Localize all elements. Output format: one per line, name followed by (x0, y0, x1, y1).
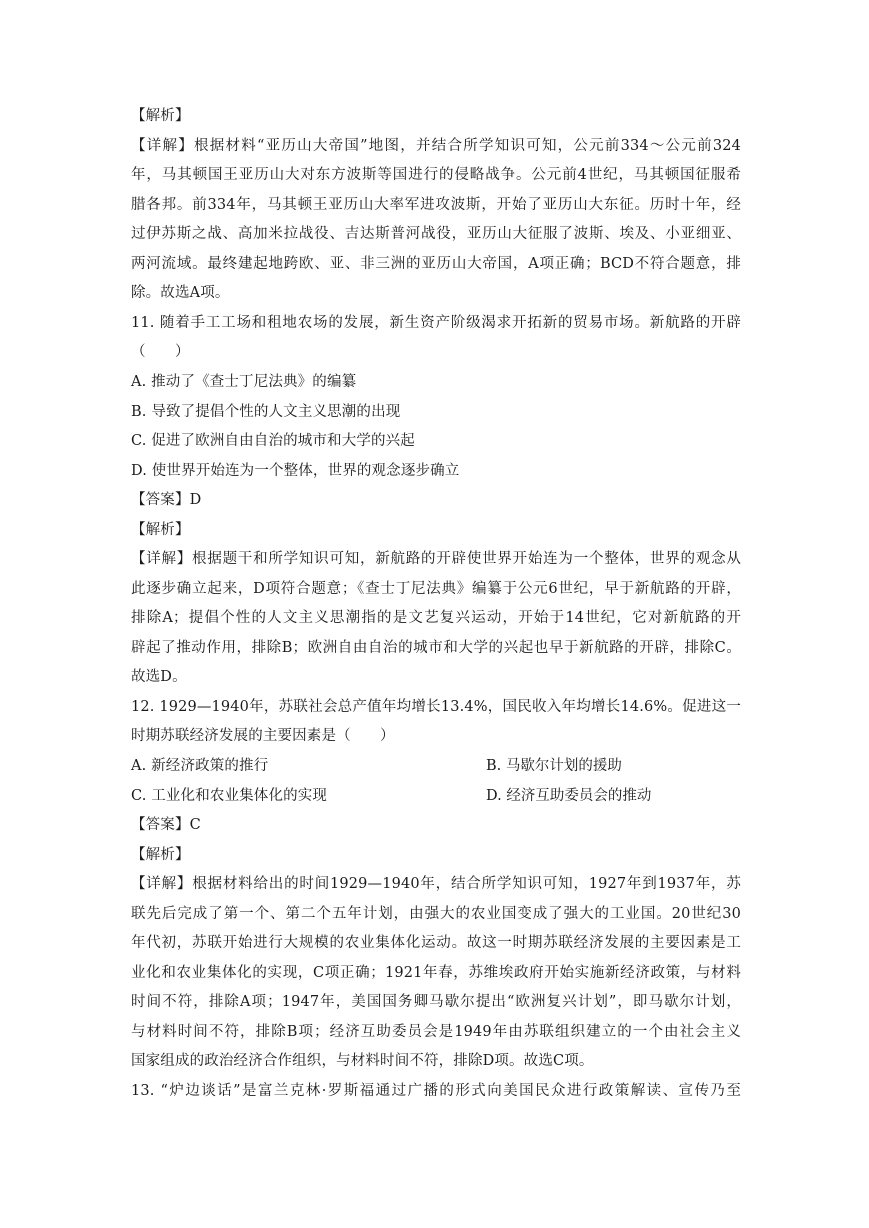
text-line: 过伊苏斯之战、高加米拉战役、吉达斯普河战役，亚历山大征服了波斯、埃及、小亚细亚、 (131, 226, 741, 242)
text-line: 【详解】根据材料给出的时间1929—1940年，结合所学知识可知，1927年到1937年，苏 (131, 876, 741, 892)
text-line: 辟起了推动作用，排除B；欧洲自由自治的城市和大学的兴起也早于新航路的开辟，排除C。 (131, 640, 741, 656)
text-line: 故选D。 (131, 669, 187, 685)
text-line: 【详解】根据题干和所学知识可知，新航路的开辟使世界开始连为一个整体，世界的观念从 (131, 551, 741, 567)
text-line: 腊各邦。前334年，马其顿王亚历山大率军进攻波斯，开始了亚历山大东征。历时十年，经 (131, 197, 741, 213)
text-line: A. 推动了《查士丁尼法典》的编纂 (131, 374, 357, 390)
text-line: 13. “炉边谈话”是富兰克林·罗斯福通过广播的形式向美国民众进行政策解读、宣传乃至 (131, 1083, 741, 1099)
text-line: 此逐步确立起来，D项符合题意；《查士丁尼法典》编纂于公元6世纪，早于新航路的开辟， (131, 581, 741, 597)
text-line: 【答案】D (131, 492, 202, 508)
text-line: 【解析】 (131, 108, 190, 124)
option-right: B. 马歇尔计划的援助 (486, 758, 622, 774)
text-line: 业化和农业集体化的实现，C项正确；1921年春，苏维埃政府开始实施新经济政策，与材料 (131, 965, 741, 981)
text-line: 排除A；提倡个性的人文主义思潮指的是文艺复兴运动，开始于14世纪，它对新航路的开 (131, 610, 741, 626)
text-line: 两河流域。最终建起地跨欧、亚、非三洲的亚历山大帝国，A项正确；BCD不符合题意，排 (131, 256, 741, 272)
text-line: 时期苏联经济发展的主要因素是（ ） (131, 728, 395, 744)
text-line: 11. 随着手工工场和租地农场的发展，新生资产阶级渴求开拓新的贸易市场。新航路的开辟 (131, 315, 741, 331)
text-line: 【详解】根据材料“亚历山大帝国”地图，并结合所学知识可知，公元前334～公元前324 (131, 138, 741, 154)
text-line: （ ） (131, 344, 190, 360)
text-line: 除。故选A项。 (131, 285, 230, 301)
text-line: 年，马其顿国王亚历山大对东方波斯等国进行的侵略战争。公元前4世纪，马其顿国征服希 (131, 167, 741, 183)
text-line: A. 新经济政策的推行 (131, 758, 269, 774)
text-line: B. 导致了提倡个性的人文主义思潮的出现 (131, 404, 401, 420)
text-line: 国家组成的政治经济合作组织，与材料时间不符，排除D项。故选C项。 (131, 1053, 594, 1069)
option-right: D. 经济互助委员会的推动 (486, 788, 652, 804)
text-line: 联先后完成了第一个、第二个五年计划，由强大的农业国变成了强大的工业国。20世纪30 (131, 906, 741, 922)
text-line: 年代初，苏联开始进行大规模的农业集体化运动。故这一时期苏联经济发展的主要因素是工 (131, 935, 741, 951)
text-line: 时间不符，排除A项；1947年，美国国务卿马歇尔提出“欧洲复兴计划”，即马歇尔计划， (131, 994, 741, 1010)
text-line: 12. 1929—1940年，苏联社会总产值年均增长13.4%，国民收入年均增长14.6%。促进这一 (131, 699, 741, 715)
text-line: 【解析】 (131, 847, 190, 863)
text-line: C. 工业化和农业集体化的实现 (131, 788, 328, 804)
text-line: D. 使世界开始连为一个整体，世界的观念逐步确立 (131, 463, 460, 479)
text-line: 【解析】 (131, 522, 190, 538)
text-line: 【答案】C (131, 817, 201, 833)
text-line: 与材料时间不符，排除B项；经济互助委员会是1949年由苏联组织建立的一个由社会主义 (131, 1024, 741, 1040)
text-line: C. 促进了欧洲自由自治的城市和大学的兴起 (131, 433, 415, 449)
